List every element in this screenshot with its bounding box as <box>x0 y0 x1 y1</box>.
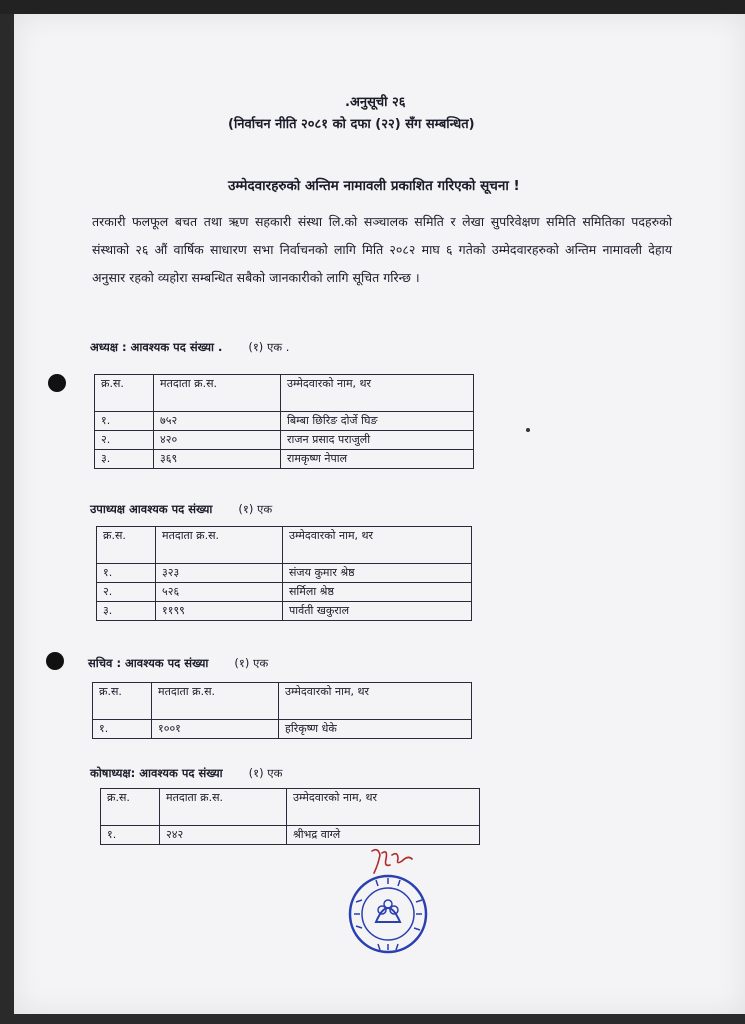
cell-serial: १. <box>95 412 154 431</box>
section-president-heading <box>90 340 289 355</box>
schedule-heading: .अनुसूची २६ <box>345 95 406 110</box>
cell-voter-number: ७५२ <box>154 412 281 431</box>
cooperative-seal-stamp <box>346 872 430 956</box>
required-count: (१) एक . <box>248 340 290 354</box>
col-serial: क्र.स. <box>93 683 152 720</box>
punch-hole-top <box>48 374 66 392</box>
col-candidate-name: उम्मेदवारको नाम, थर <box>283 527 472 564</box>
scan-border <box>0 0 745 14</box>
cell-voter-number: ३६९ <box>154 450 281 469</box>
cell-serial: १. <box>93 720 152 739</box>
table-row <box>95 431 474 450</box>
cell-serial: २. <box>95 431 154 450</box>
vice-president-candidates-table <box>96 526 472 621</box>
cell-candidate-name: हरिकृष्ण धेके <box>279 720 472 739</box>
section-title: सचिव : आवश्यक पद संख्या <box>88 656 209 670</box>
section-secretary-heading <box>88 656 268 671</box>
notice-title: उम्मेदवारहरुको अन्तिम नामावली प्रकाशित गरिएको सूचना ! <box>228 178 520 194</box>
cell-candidate-name: पार्वती खकुराल <box>283 602 472 621</box>
required-count: (१) एक <box>234 656 269 670</box>
president-candidates-table <box>94 374 474 469</box>
cell-voter-number: २४२ <box>160 826 287 845</box>
cell-candidate-name: श्रीभद्र वाग्ले <box>287 826 480 845</box>
col-voter-number: मतदाता क्र.स. <box>160 789 287 826</box>
table-header-row <box>101 789 480 826</box>
notice-paragraph: तरकारी फलफूल बचत तथा ऋण सहकारी संस्था लि.को सञ्चालक समिति र लेखा सुपरिवेक्षण समिति समितिका पदहरुको संस्थाको २६ औं वार्षिक साधारण सभा निर्वाचनको लागि मिति २०८२ माघ ६ गतेको उम्मेदवारहरुको अन्तिम नामावली देहाय अनुसार रहको व्यहोरा सम्बन्धित सबैको जानकारीको लागि सूचित गरिन्छ । <box>92 214 672 285</box>
col-serial: क्र.स. <box>95 375 154 412</box>
ink-dot <box>526 428 530 432</box>
table-row <box>97 583 472 602</box>
col-voter-number: मतदाता क्र.स. <box>152 683 279 720</box>
required-count: (१) एक <box>248 766 283 780</box>
col-candidate-name: उम्मेदवारको नाम, थर <box>287 789 480 826</box>
cell-voter-number: ३२३ <box>156 564 283 583</box>
table-header-row <box>95 375 474 412</box>
cell-serial: २. <box>97 583 156 602</box>
section-title: अध्यक्ष : आवश्यक पद संख्या . <box>90 340 223 354</box>
table-header-row <box>97 527 472 564</box>
col-serial: क्र.स. <box>97 527 156 564</box>
cell-serial: ३. <box>95 450 154 469</box>
table-header-row <box>93 683 472 720</box>
cell-voter-number: ५२६ <box>156 583 283 602</box>
table-row <box>95 412 474 431</box>
cell-candidate-name: सर्मिला श्रेष्ठ <box>283 583 472 602</box>
cell-candidate-name: राजन प्रसाद पराजुली <box>281 431 474 450</box>
punch-hole-bottom <box>46 652 64 670</box>
reference-heading: (निर्वाचन नीति २०८१ को दफा (२२) सँग सम्बन्धित) <box>228 117 475 132</box>
required-count: (१) एक <box>238 502 273 516</box>
cell-voter-number: ४२० <box>154 431 281 450</box>
cell-candidate-name: संजय कुमार श्रेष्ठ <box>283 564 472 583</box>
cell-voter-number: १००१ <box>152 720 279 739</box>
col-candidate-name: उम्मेदवारको नाम, थर <box>281 375 474 412</box>
table-row <box>95 450 474 469</box>
treasurer-candidates-table <box>100 788 480 845</box>
col-serial: क्र.स. <box>101 789 160 826</box>
cell-voter-number: ११९९ <box>156 602 283 621</box>
secretary-candidates-table <box>92 682 472 739</box>
table-row <box>97 564 472 583</box>
cell-serial: १. <box>97 564 156 583</box>
section-vice-president-heading <box>90 502 272 517</box>
table-row <box>101 826 480 845</box>
section-treasurer-heading <box>90 766 282 781</box>
col-candidate-name: उम्मेदवारको नाम, थर <box>279 683 472 720</box>
cell-serial: १. <box>101 826 160 845</box>
col-voter-number: मतदाता क्र.स. <box>154 375 281 412</box>
table-row <box>93 720 472 739</box>
col-voter-number: मतदाता क्र.स. <box>156 527 283 564</box>
cell-candidate-name: रामकृष्ण नेपाल <box>281 450 474 469</box>
table-row <box>97 602 472 621</box>
section-title: कोषाध्यक्ष: आवश्यक पद संख्या <box>90 766 223 780</box>
cell-candidate-name: बिम्बा छिरिङ दोर्जे घिङ <box>281 412 474 431</box>
cell-serial: ३. <box>97 602 156 621</box>
section-title: उपाध्यक्ष आवश्यक पद संख्या <box>90 502 213 516</box>
